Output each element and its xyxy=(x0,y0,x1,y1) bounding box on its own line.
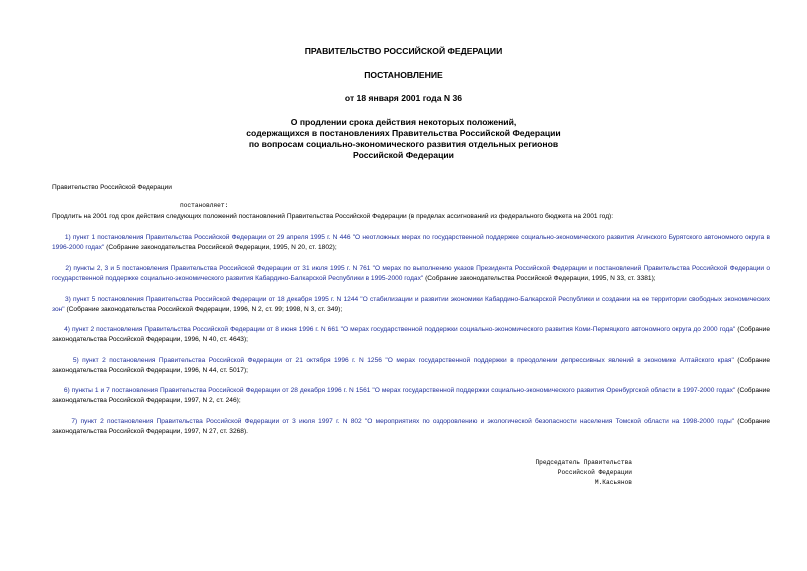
list-item xyxy=(52,295,770,315)
list-item xyxy=(52,325,770,345)
list-item xyxy=(52,356,770,376)
intro-text: Правительство Российской Федерации xyxy=(52,184,172,191)
title-line: О продлении срока действия некоторых положений, xyxy=(290,117,517,127)
document-link[interactable]: 7) пункт 2 постановления Правительства Российской Федерации от 3 июля 1997 г. N 802 "О мероприятиях по оздоровлению и экологической безопасности населения Томской области на 1998-2000 годы" xyxy=(71,418,735,425)
list-item xyxy=(52,417,770,437)
signature-position: Председатель Правительства xyxy=(535,459,632,466)
document-date-heading: от 18 января 2001 года N 36 xyxy=(344,93,463,103)
intro-paragraph xyxy=(52,183,770,193)
document-link[interactable]: 1) пункт 1 постановления Правительства Российской Федерации от 29 апреля 1995 г. N 446 "О неотложных мерах по государственной поддержке социально-экономического развития Агинского Бурятского автономного округа в 1996-2000 годах" xyxy=(52,234,770,251)
government-heading: ПРАВИТЕЛЬСТВО РОССИЙСКОЙ ФЕДЕРАЦИИ xyxy=(304,46,503,56)
document-title xyxy=(0,117,807,161)
list-item xyxy=(52,264,770,284)
list-item xyxy=(52,386,770,406)
title-line: Российской Федерации xyxy=(353,150,454,160)
list-item xyxy=(52,233,770,253)
source-citation: (Собрание законодательства Российской Федерации, 1997, N 2, ст. 246); xyxy=(52,387,770,404)
lead-paragraph: Продлить на 2001 год срок действия следующих положений постановлений Правительства Российской Федерации (в пределах ассигнований из федерального бюджета на 2001 год): xyxy=(52,213,614,220)
signature-body: Российской Федерации xyxy=(557,469,632,476)
document-link[interactable]: 6) пункты 1 и 7 постановления Правительства Российской Федерации от 28 декабря 1996 г. N 1561 "О мерах государственной поддержки социально-экономического развития Оренбургской области в 1997-2000 годах" xyxy=(63,387,736,394)
document-link[interactable]: 3) пункт 5 постановления Правительства Российской Федерации от 18 декабря 1995 г. N 1244 "О стабилизации и развитии экономики Кабардино-Балкарской Республики и создании на ее территории свободных экономических зон" xyxy=(52,296,770,313)
signature-block xyxy=(462,458,632,488)
document-type-heading: ПОСТАНОВЛЕНИЕ xyxy=(364,70,443,80)
signature-name: М.Касьянов xyxy=(594,479,632,486)
source-citation: (Собрание законодательства Российской Федерации, 1995, N 33, ст. 3381); xyxy=(423,275,656,282)
source-citation: (Собрание законодательства Российской Федерации, 1995, N 20, ст. 1802); xyxy=(104,244,337,251)
resolves-word: постановляет: xyxy=(180,202,229,209)
document-link[interactable]: 2) пункты 2, 3 и 5 постановления Правительства Российской Федерации от 31 июля 1995 г. N 761 "О мерах по выполнению указов Президента Российской Федерации и постановлений Правительства Российской Федерации о государственной поддержке социально-экономического развития Кабардино-Балкарской Республики в 1995-2000 годах" xyxy=(52,265,770,282)
title-line: по вопросам социально-экономического развития отдельных регионов xyxy=(248,139,559,149)
document-link[interactable]: 5) пункт 2 постановления Правительства Российской Федерации от 21 октября 1996 г. N 1256 "О мерах государственной поддержки в преодолении депрессивных явлений в экономике Алтайского края" xyxy=(72,357,734,364)
title-line: содержащихся в постановлениях Правительства Российской Федерации xyxy=(246,128,561,138)
source-citation: (Собрание законодательства Российской Федерации, 1996, N 44, ст. 5017); xyxy=(52,357,770,374)
document-link[interactable]: 4) пункт 2 постановления Правительства Российской Федерации от 8 июня 1996 г. N 661 "О мерах государственной поддержки социально-экономического развития Коми-Пермяцкого автономного округа до 2000 года" xyxy=(64,326,736,333)
source-citation: (Собрание законодательства Российской Федерации, 1997, N 27, ст. 3268). xyxy=(52,418,770,435)
source-citation: (Собрание законодательства Российской Федерации, 1996, N 2, ст. 99; 1998, N 3, ст. 349); xyxy=(64,306,343,313)
source-citation: (Собрание законодательства Российской Федерации, 1996, N 40, ст. 4643); xyxy=(52,326,770,343)
